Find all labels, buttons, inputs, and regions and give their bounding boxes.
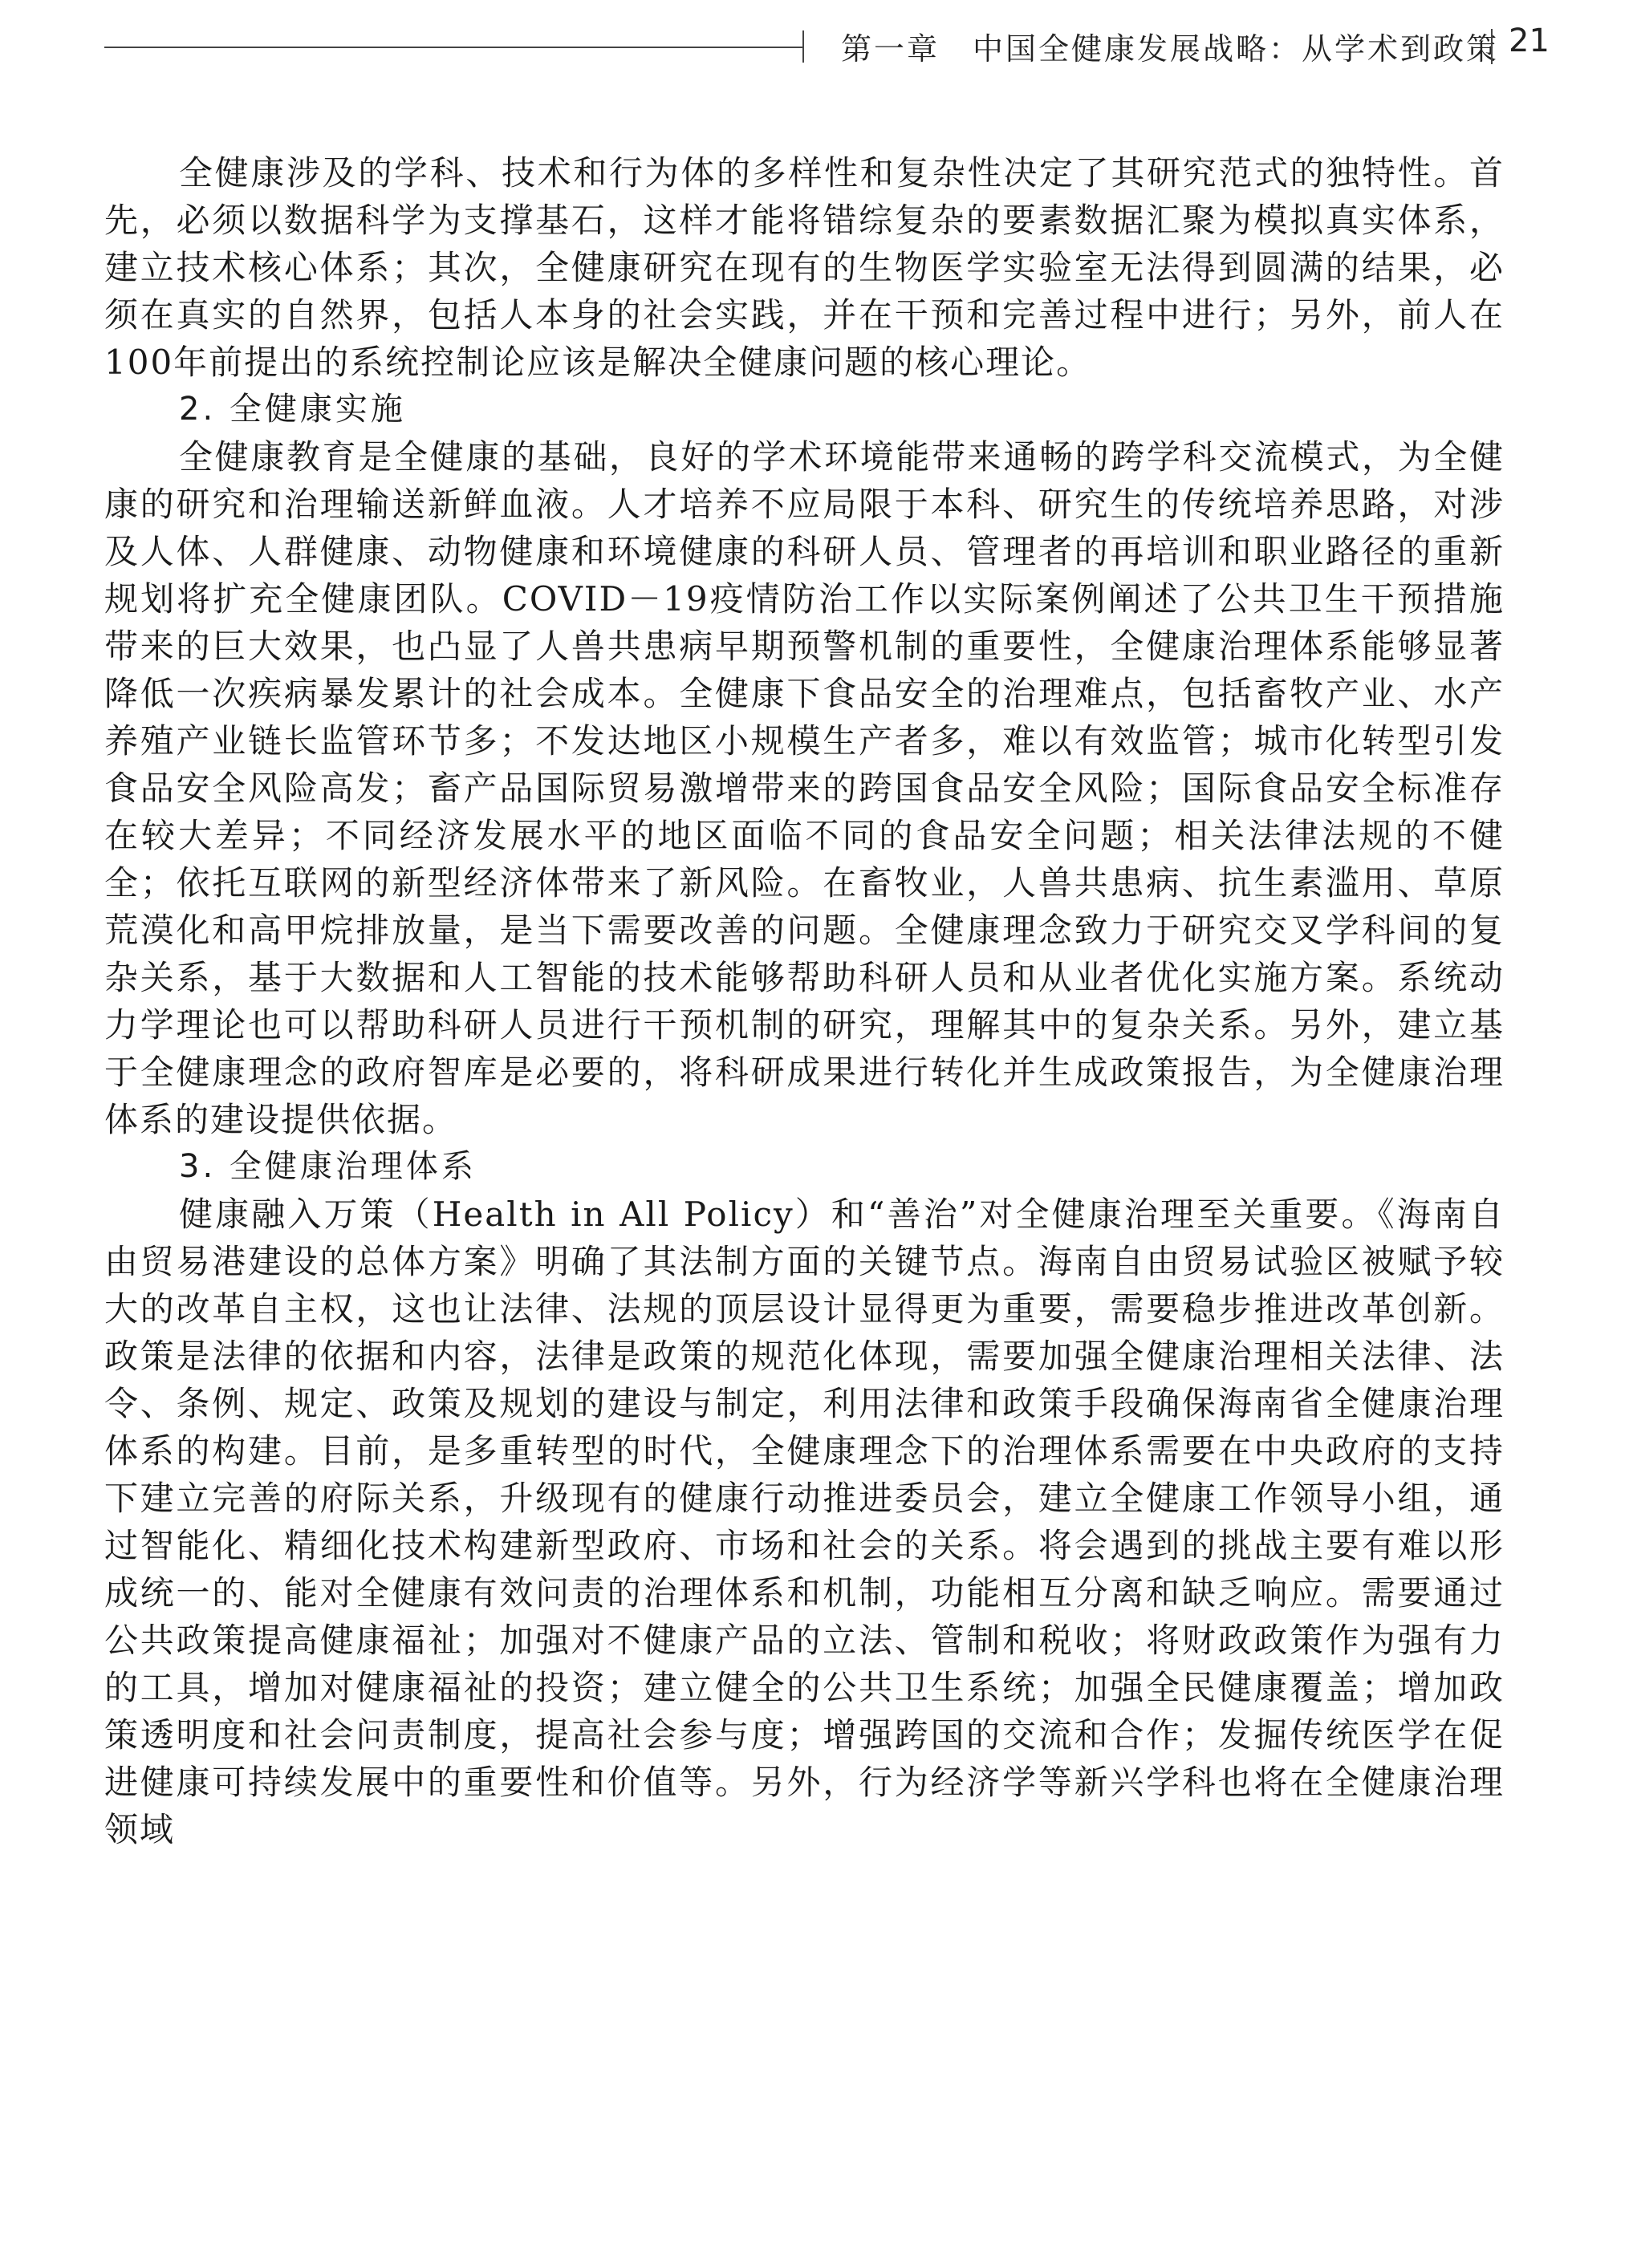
header-separator — [1491, 29, 1493, 64]
section-heading-implementation: 2. 全健康实施 — [179, 391, 406, 428]
body-text — [104, 149, 1505, 1853]
running-header — [0, 0, 1633, 96]
section-heading-governance: 3. 全健康治理体系 — [179, 1148, 477, 1185]
paragraph-implementation: 全健康教育是全健康的基础，良好的学术环境能带来通畅的跨学科交流模式，为全健康的研究和治理输送新鲜血液。人才培养不应局限于本科、研究生的传统培养思路，对涉及人体、人群健康、动物健康和环境健康的科研人员、管理者的再培训和职业路径的重新规划将扩充全健康团队。COVID－19疫情防治工作以实际案例阐述了公共卫生干预措施带来的巨大效果，也凸显了人兽共患病早期预警机制的重要性，全健康治理体系能够显著降低一次疾病暴发累计的社会成本。全健康下食品安全的治理难点，包括畜牧产业、水产养殖产业链长监管环节多；不发达地区小规模生产者多，难以有效监管；城市化转型引发食品安全风险高发；畜产品国际贸易激增带来的跨国食品安全风险；国际食品安全标准存在较大差异；不同经济发展水平的地区面临不同的食品安全问题；相关法律法规的不健全；依托互联网的新型经济体带来了新风险。在畜牧业，人兽共患病、抗生素滥用、草原荒漠化和高甲烷排放量，是当下需要改善的问题。全健康理念致力于研究交叉学科间的复杂关系，基于大数据和人工智能的技术能够帮助科研人员和从业者优化实施方案。系统动力学理论也可以帮助科研人员进行干预机制的研究，理解其中的复杂关系。另外，建立基于全健康理念的政府智库是必要的，将科研成果进行转化并生成政策报告，为全健康治理体系的建设提供依据。 — [104, 437, 1505, 1139]
paragraph-governance: 健康融入万策（Health in All Policy）和“善治”对全健康治理至关重要。《海南自由贸易港建设的总体方案》明确了其法制方面的关键节点。海南自由贸易试验区被赋予较大的改革自主权，这也让法律、法规的顶层设计显得更为重要，需要稳步推进改革创新。政策是法律的依据和内容，法律是政策的规范化体现，需要加强全健康治理相关法律、法令、条例、规定、政策及规划的建设与制定，利用法律和政策手段确保海南省全健康治理体系的构建。目前，是多重转型的时代，全健康理念下的治理体系需要在中央政府的支持下建立完善的府际关系，升级现有的健康行动推进委员会，建立全健康工作领导小组，通过智能化、精细化技术构建新型政府、市场和社会的关系。将会遇到的挑战主要有难以形成统一的、能对全健康有效问责的治理体系和机制，功能相互分离和缺乏响应。需要通过公共政策提高健康福祉；加强对不健康产品的立法、管制和税收；将财政政策作为强有力的工具，增加对健康福祉的投资；建立健全的公共卫生系统；加强全民健康覆盖；增加政策透明度和社会问责制度，提高社会参与度；增强跨国的交流和合作；发掘传统医学在促进健康可持续发展中的重要性和价值等。另外，行为经济学等新兴学科也将在全健康治理领域 — [104, 1195, 1505, 1849]
header-rule-cap — [802, 30, 804, 63]
page-number: 21 — [1509, 22, 1550, 59]
chapter-title: 第一章 中国全健康发展战略：从学术到政策 — [841, 31, 1500, 67]
header-rule — [104, 47, 802, 48]
paragraph-research-paradigm: 全健康涉及的学科、技术和行为体的多样性和复杂性决定了其研究范式的独特性。首先，必须以数据科学为支撑基石，这样才能将错综复杂的要素数据汇聚为模拟真实体系，建立技术核心体系；其次，全健康研究在现有的生物医学实验室无法得到圆满的结果，必须在真实的自然界，包括人本身的社会实践，并在干预和完善过程中进行；另外，前人在100年前提出的系统控制论应该是解决全健康问题的核心理论。 — [104, 153, 1505, 382]
